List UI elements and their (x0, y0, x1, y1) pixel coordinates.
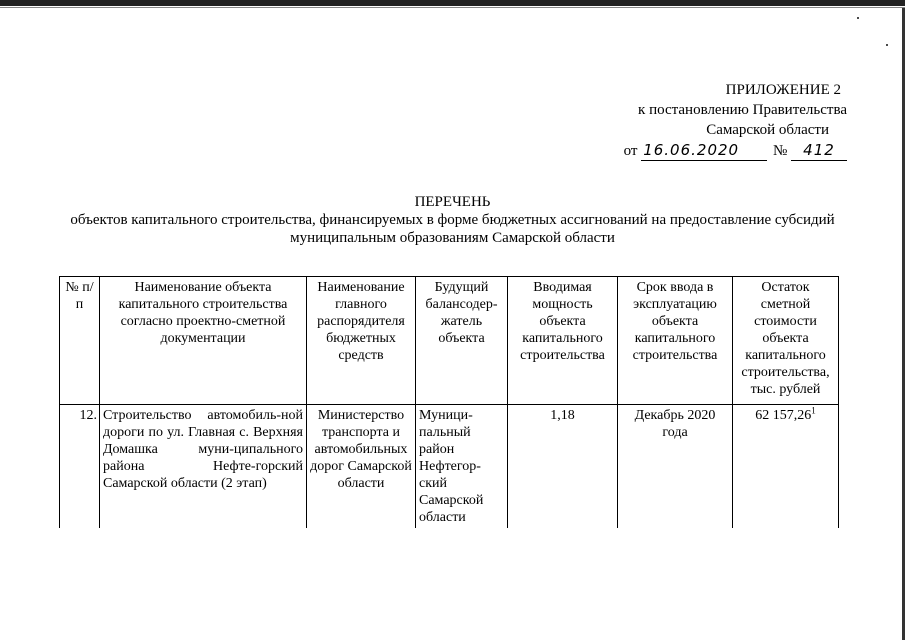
header-remainder: Остаток сметной стоимости объекта капитального строительства, тыс. рублей (733, 277, 839, 405)
remainder-value: 62 157,26 (755, 408, 812, 423)
scan-top-border-shadow (0, 7, 905, 8)
header-capacity: Вводимая мощность объекта капитального строительства (508, 277, 618, 405)
scan-speck (886, 44, 888, 46)
cell-remainder (733, 405, 839, 529)
appendix-title: ПРИЛОЖЕНИЕ 2 (725, 82, 841, 98)
table-header-row (60, 277, 839, 405)
header-object-name: Наименование объекта капитального строительства согласно проектно-сметной документации (100, 277, 307, 405)
header-number: № п/п (60, 277, 100, 405)
handwritten-number: 412 (791, 140, 847, 161)
cell-capacity: 1,18 (508, 405, 618, 529)
cell-deadline: Декабрь 2020 года (618, 405, 733, 529)
heading-subtitle-line-1: объектов капитального строительства, финансируемых в форме бюджетных ассигнований на предоставление субсидий (70, 212, 835, 228)
scan-speck (857, 17, 859, 19)
table-row (60, 405, 839, 529)
date-prefix: от (623, 143, 638, 159)
handwritten-date: 16.06.2020 (641, 140, 767, 161)
cell-holder: Муници-пальный район Нефтегор-ский Самарской области (416, 405, 508, 529)
appendix-date-line (624, 140, 847, 160)
appendix-line-2: Самарской области (706, 122, 829, 138)
objects-table (59, 276, 839, 528)
appendix-block (624, 80, 847, 160)
heading-subtitle-line-2: муниципальным образованиям Самарской области (290, 230, 615, 246)
document-heading (30, 193, 875, 247)
heading-title: ПЕРЕЧЕНЬ (414, 194, 491, 210)
footnote-marker: 1 (811, 405, 816, 416)
header-distributor: Наименование главного распорядителя бюджетных средств (307, 277, 416, 405)
appendix-line-1: к постановлению Правительства (638, 102, 847, 118)
cell-object-name: Строительство автомобиль-ной дороги по ул. Главная с. Верхняя Домашка муни-ципального района Нефте-горский Самарской области (2 этап) (100, 405, 307, 529)
cell-number: 12. (60, 405, 100, 529)
number-prefix: № (772, 143, 788, 159)
header-deadline: Срок ввода в эксплуатацию объекта капитального строительства (618, 277, 733, 405)
header-holder: Будущий балансодер-жатель объекта (416, 277, 508, 405)
cell-distributor: Министерство транспорта и автомобильных дорог Самарской области (307, 405, 416, 529)
scan-top-border (0, 0, 905, 6)
